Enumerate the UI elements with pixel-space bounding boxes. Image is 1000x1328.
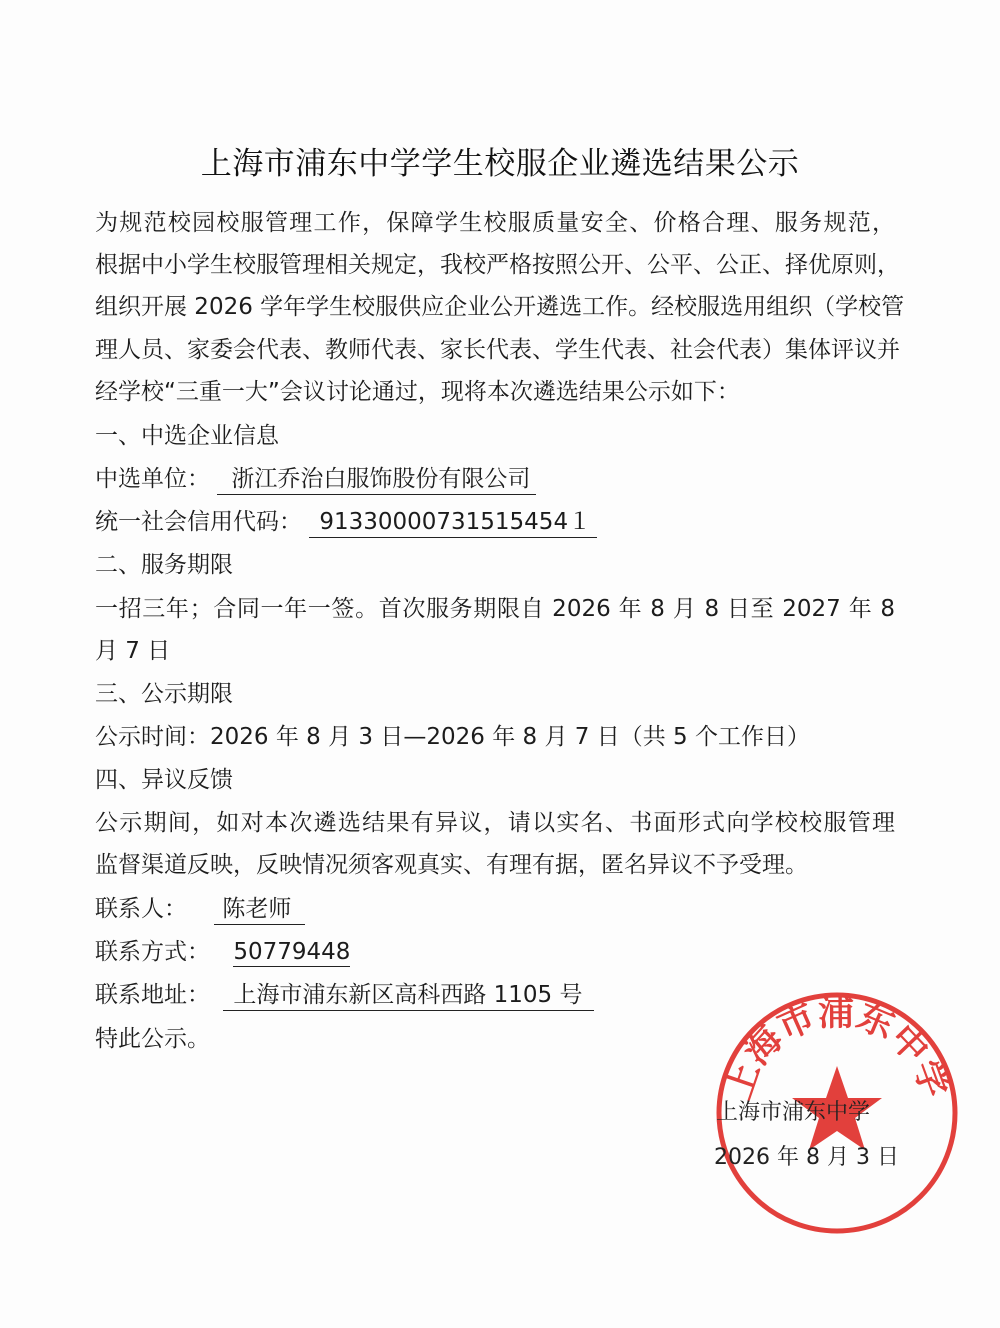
- intro-line-3: 组织开展 2026 学年学生校服供应企业公开遴选工作。经校服选用组织（学校管: [95, 294, 905, 320]
- contact-person-row: [95, 890, 305, 925]
- objection-line-2: 监督渠道反映，反映情况须客观真实、有理有据，匿名异议不予受理。: [95, 852, 808, 878]
- service-term-line-1: 一招三年；合同一年一签。首次服务期限自 2026 年 8 月 8 日至 2027 年 8: [95, 596, 895, 622]
- contact-address-value: 上海市浦东新区高科西路 1105 号: [223, 976, 594, 1011]
- credit-code-value: 91330000731515454１: [309, 503, 597, 538]
- intro-line-1: 为规范校园校服管理工作，保障学生校服质量安全、价格合理、服务规范，: [95, 210, 895, 236]
- intro-line-5: 经学校“三重一大”会议讨论通过，现将本次遴选结果公示如下：: [95, 379, 740, 405]
- section3-heading: 三、公示期限: [95, 681, 233, 707]
- contact-address-label: 联系地址：: [95, 982, 210, 1008]
- objection-line-1: 公示期间，如对本次遴选结果有异议，请以实名、书面形式向学校校服管理: [95, 810, 895, 836]
- credit-code-row: [95, 503, 597, 538]
- contact-person-value: 陈老师: [214, 890, 305, 925]
- signature-org: 上海市浦东中学: [716, 1100, 871, 1125]
- publicity-period-line: 公示时间：2026 年 8 月 3 日—2026 年 8 月 7 日（共 5 个工作日）: [95, 724, 810, 750]
- signature-date: 2026 年 8 月 3 日: [714, 1145, 899, 1170]
- section2-heading: 二、服务期限: [95, 552, 233, 578]
- credit-code-label: 统一社会信用代码：: [95, 509, 302, 535]
- contact-phone-row: [95, 933, 350, 967]
- service-term-line-2: 月 7 日: [95, 638, 171, 664]
- document-title: 上海市浦东中学学生校服企业遴选结果公示: [200, 146, 800, 182]
- section1-heading: 一、中选企业信息: [95, 423, 279, 449]
- contact-address-row: [95, 976, 594, 1011]
- closing-line: 特此公示。: [95, 1026, 210, 1052]
- intro-line-2: 根据中小学生校服管理相关规定，我校严格按照公开、公平、公正、择优原则，: [95, 252, 900, 278]
- contact-phone-value: 50779448: [233, 939, 351, 965]
- winner-label: 中选单位：: [95, 466, 210, 492]
- contact-person-label: 联系人：: [95, 896, 187, 922]
- winner-row: [95, 460, 536, 495]
- contact-phone-label: 联系方式：: [95, 939, 210, 965]
- winner-value: 浙江乔治白服饰股份有限公司: [217, 460, 536, 495]
- intro-line-4: 理人员、家委会代表、教师代表、家长代表、学生代表、社会代表）集体评议并: [95, 337, 900, 363]
- seal-text: 上海市浦东中学: [717, 992, 956, 1105]
- section4-heading: 四、异议反馈: [95, 767, 233, 793]
